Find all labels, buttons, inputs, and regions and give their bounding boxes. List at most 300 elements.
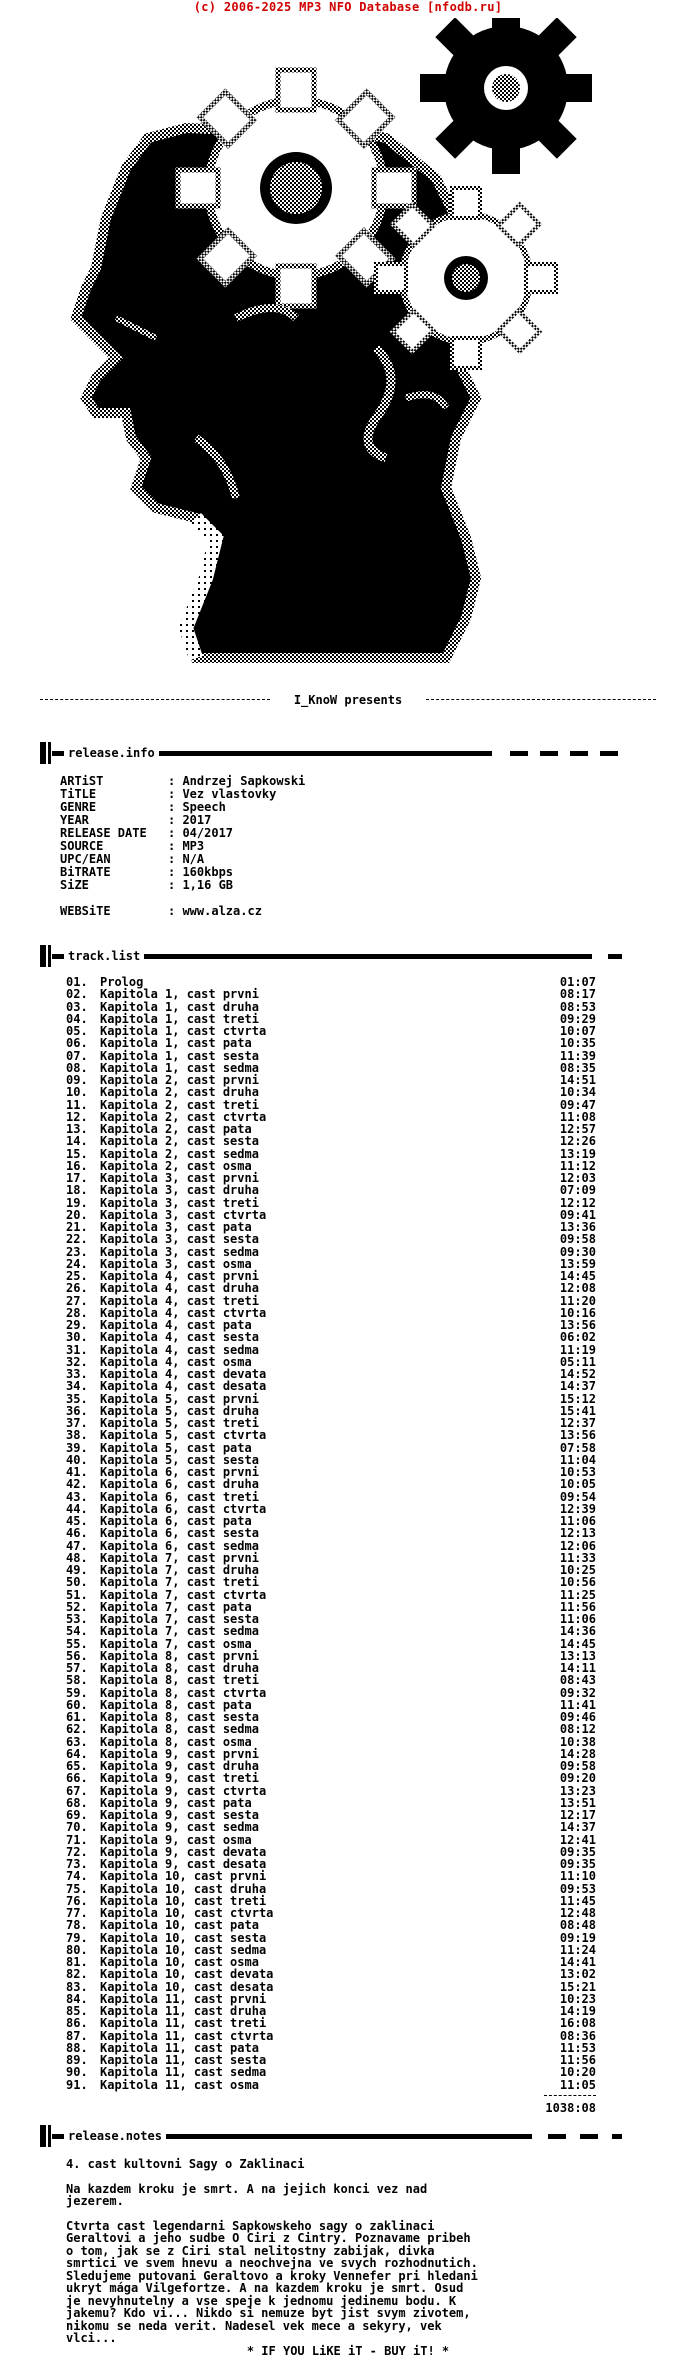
track-number: 51. [66,1587,88,1602]
release-info-sep: : [168,878,183,892]
track-duration: 13:02 [559,1967,596,1982]
track-title: Kapitola 5, cast druha [100,1403,259,1418]
track-number: 06. [66,1036,88,1051]
track-number: 23. [66,1244,88,1259]
track-title: Kapitola 5, cast ctvrta [100,1428,267,1443]
track-title: Kapitola 5, cast sesta [100,1452,259,1467]
track-title: Kapitola 2, cast druha [100,1085,259,1100]
track-duration: 14:45 [559,1269,596,1283]
track-duration: 10:35 [559,1036,596,1051]
track-duration: 11:24 [559,1942,596,1957]
track-title: Kapitola 4, cast devata [100,1367,267,1381]
track-row [66,1344,596,1356]
track-number: 29. [66,1318,88,1332]
release-info-value: Vez vlastovky [182,787,277,801]
release-info-sep: : [168,904,183,918]
track-number: 22. [66,1232,88,1247]
track-duration: 10:07 [559,1024,596,1038]
track-duration: 11:04 [559,1452,596,1467]
track-number: 49. [66,1563,88,1577]
track-duration: 09:58 [559,1232,596,1247]
track-number: 37. [66,1416,88,1430]
track-duration: 12:08 [559,1281,596,1296]
track-duration: 10:38 [559,1734,596,1749]
track-number: 66. [66,1771,88,1786]
release-info-block [60,775,305,918]
track-number: 58. [66,1673,88,1688]
track-row [66,2079,596,2091]
track-title: Kapitola 7, cast ctvrta [100,1587,267,1602]
track-title: Kapitola 1, cast prvni [100,987,259,1002]
track-row [66,1148,596,1160]
track-title: Kapitola 11, cast ctvrta [100,2028,274,2043]
track-duration: 14:45 [559,1636,596,1651]
track-title: Kapitola 3, cast sesta [100,1232,259,1247]
track-row [66,1050,596,1062]
track-title: Kapitola 8, cast druha [100,1661,259,1675]
track-duration: 13:56 [559,1428,596,1443]
track-number: 07. [66,1048,88,1063]
track-title: Kapitola 4, cast prvni [100,1269,259,1283]
track-title: Kapitola 9, cast prvni [100,1746,259,1761]
track-row [66,1981,596,1993]
track-title: Kapitola 1, cast sedma [100,1060,259,1075]
track-number: 67. [66,1783,88,1798]
release-info-key: GENRE [60,800,97,814]
track-duration: 08:36 [559,2028,596,2043]
track-list [66,975,596,2115]
track-number: 63. [66,1734,88,1749]
track-duration: 11:19 [559,1342,596,1357]
track-row [66,1638,596,1650]
track-duration: 08:53 [559,999,596,1014]
release-info-sep: : [168,774,183,788]
track-title: Kapitola 6, cast treti [100,1489,259,1504]
track-number: 85. [66,2004,88,2018]
track-duration: 09:29 [559,1011,596,1026]
release-info-value: Andrzej Sapkowski [182,774,306,788]
track-title: Kapitola 2, cast ctvrta [100,1109,267,1124]
track-duration: 11:06 [559,1514,596,1528]
track-duration: 12:57 [559,1122,596,1136]
track-duration: 11:06 [559,1612,596,1626]
track-duration: 08:12 [559,1722,596,1737]
track-number: 52. [66,1599,88,1614]
track-number: 78. [66,1918,88,1933]
track-list-header [40,945,640,967]
track-number: 68. [66,1795,88,1810]
track-row [66,1821,596,1833]
track-duration: 14:51 [559,1073,596,1087]
track-number: 13. [66,1122,88,1136]
track-title: Kapitola 1, cast druha [100,999,259,1014]
track-row [66,1246,596,1258]
track-number: 55. [66,1636,88,1651]
track-number: 60. [66,1697,88,1712]
track-title: Kapitola 9, cast ctvrta [100,1783,267,1798]
release-info-value: 160kbps [182,865,234,879]
track-number: 32. [66,1354,88,1369]
track-title: Kapitola 10, cast treti [100,1893,267,1908]
track-row [66,1442,596,1454]
track-row [66,1184,596,1196]
track-duration: 10:23 [559,1991,596,2006]
release-info-sep: : [168,787,183,801]
track-title: Kapitola 7, cast druha [100,1563,259,1577]
track-duration: 12:39 [559,1501,596,1516]
track-duration: 11:53 [559,2040,596,2055]
track-number: 91. [66,2077,88,2092]
track-duration: 13:56 [559,1318,596,1332]
track-duration: 08:48 [559,1918,596,1933]
track-number: 17. [66,1171,88,1185]
track-number: 02. [66,987,88,1002]
release-info-sep: : [168,839,183,853]
track-row [66,1589,596,1601]
track-duration: 13:23 [559,1783,596,1798]
track-duration: 14:36 [559,1624,596,1639]
track-row [66,1883,596,1895]
track-duration: 10:25 [559,1563,596,1577]
release-notes-text [66,2158,626,2357]
track-number: 43. [66,1489,88,1504]
track-title: Kapitola 8, cast prvni [100,1648,259,1663]
track-number: 35. [66,1391,88,1406]
release-info-key: TiTLE [60,787,97,801]
track-number: 28. [66,1305,88,1320]
track-row [66,1491,596,1503]
track-number: 16. [66,1158,88,1173]
track-title: Kapitola 3, cast pata [100,1220,252,1234]
track-title: Kapitola 2, cast prvni [100,1073,259,1087]
release-notes-header [40,2125,640,2147]
track-title: Kapitola 7, cast pata [100,1599,252,1614]
head-gears-ascii-art [36,18,636,688]
track-duration: 10:05 [559,1477,596,1492]
track-title: Kapitola 2, cast sesta [100,1134,259,1149]
track-number: 46. [66,1526,88,1541]
track-title: Kapitola 9, cast druha [100,1759,259,1773]
track-number: 24. [66,1256,88,1271]
track-title: Kapitola 9, cast sesta [100,1808,259,1822]
track-title: Kapitola 3, cast ctvrta [100,1207,267,1222]
track-row [66,1932,596,1944]
track-title: Kapitola 4, cast treti [100,1293,259,1308]
track-duration: 14:37 [559,1820,596,1835]
track-row [66,1282,596,1294]
track-number: 27. [66,1293,88,1308]
track-number: 15. [66,1146,88,1161]
release-info-key: WEBSiTE [60,904,111,918]
track-title: Kapitola 10, cast desata [100,1979,274,1994]
track-row [66,1295,596,1307]
release-info-key: YEAR [60,813,89,827]
track-title: Kapitola 9, cast osma [100,1832,252,1847]
track-duration: 12:12 [559,1195,596,1210]
track-number: 47. [66,1538,88,1553]
track-duration: 08:35 [559,1060,596,1075]
track-row [66,2030,596,2042]
track-duration: 14:37 [559,1379,596,1394]
track-duration: 13:19 [559,1146,596,1161]
release-info-value: www.alza.cz [182,904,262,918]
track-number: 76. [66,1893,88,1908]
track-row [66,1527,596,1539]
release-info-key: SOURCE [60,839,104,853]
track-number: 19. [66,1195,88,1210]
track-title: Kapitola 7, cast sesta [100,1612,259,1626]
track-title: Kapitola 7, cast osma [100,1636,252,1651]
track-duration: 12:37 [559,1416,596,1430]
track-title: Kapitola 8, cast treti [100,1673,259,1688]
track-number: 10. [66,1085,88,1100]
track-duration: 13:13 [559,1648,596,1663]
track-title: Kapitola 8, cast sesta [100,1710,259,1724]
release-info-value: 2017 [182,813,212,827]
track-number: 75. [66,1881,88,1896]
track-row [66,1429,596,1441]
track-row [66,1540,596,1552]
track-duration: 09:53 [559,1881,596,1896]
track-title: Kapitola 11, cast osma [100,2077,259,2092]
track-row [66,1037,596,1049]
track-row [66,2066,596,2078]
track-number: 48. [66,1550,88,1565]
track-duration: 09:32 [559,1685,596,1700]
track-title: Kapitola 9, cast desata [100,1857,267,1871]
track-duration: 11:33 [559,1550,596,1565]
track-title: Kapitola 2, cast treti [100,1097,259,1112]
track-duration: 07:09 [559,1183,596,1198]
track-title: Kapitola 6, cast sesta [100,1526,259,1541]
track-duration: 09:47 [559,1097,596,1112]
track-title: Kapitola 4, cast osma [100,1354,252,1369]
track-duration: 09:41 [559,1207,596,1222]
track-number: 74. [66,1869,88,1884]
track-title: Kapitola 5, cast prvni [100,1391,259,1406]
track-number: 04. [66,1011,88,1026]
track-title: Kapitola 8, cast ctvrta [100,1685,267,1700]
track-number: 73. [66,1857,88,1871]
track-title: Kapitola 6, cast ctvrta [100,1501,267,1516]
release-info-key: SiZE [60,878,89,892]
track-number: 54. [66,1624,88,1639]
track-duration: 12:13 [559,1526,596,1541]
track-title: Kapitola 6, cast sedma [100,1538,259,1553]
track-row [66,1099,596,1111]
track-row [66,1393,596,1405]
track-row [66,1968,596,1980]
track-duration: 14:52 [559,1367,596,1381]
track-number: 56. [66,1648,88,1663]
track-duration: 11:39 [559,1048,596,1063]
track-row [66,1919,596,1931]
track-duration: 11:25 [559,1587,596,1602]
track-row [66,1834,596,1846]
track-title: Kapitola 1, cast ctvrta [100,1024,267,1038]
track-duration: 09:54 [559,1489,596,1504]
track-title: Kapitola 10, cast osma [100,1955,259,1969]
track-title: Kapitola 10, cast sesta [100,1930,267,1945]
track-title: Kapitola 9, cast pata [100,1795,252,1810]
track-number: 34. [66,1379,88,1394]
track-duration: 15:41 [559,1403,596,1418]
track-number: 14. [66,1134,88,1149]
track-title: Kapitola 3, cast prvni [100,1171,259,1185]
track-duration: 12:41 [559,1832,596,1847]
track-number: 44. [66,1501,88,1516]
track-number: 59. [66,1685,88,1700]
track-number: 84. [66,1991,88,2006]
track-number: 40. [66,1452,88,1467]
track-row [66,1135,596,1147]
track-number: 39. [66,1440,88,1455]
track-duration: 12:06 [559,1538,596,1553]
track-title: Kapitola 8, cast osma [100,1734,252,1749]
track-number: 72. [66,1844,88,1859]
track-duration: 11:56 [559,2053,596,2067]
track-number: 01. [66,975,88,989]
track-duration: 01:07 [559,975,596,989]
track-title: Kapitola 6, cast pata [100,1514,252,1528]
track-row [66,1086,596,1098]
track-duration: 09:19 [559,1930,596,1945]
track-title: Kapitola 7, cast prvni [100,1550,259,1565]
track-duration: 15:12 [559,1391,596,1406]
track-number: 09. [66,1073,88,1087]
track-duration: 07:58 [559,1440,596,1455]
track-title: Kapitola 11, cast sedma [100,2065,267,2080]
track-duration: 12:03 [559,1171,596,1185]
track-row [66,1674,596,1686]
track-duration: 11:08 [559,1109,596,1124]
release-info-value: 1,16 GB [182,878,234,892]
track-row [66,1001,596,1013]
track-title: Kapitola 11, cast prvni [100,1991,267,2006]
track-duration: 13:59 [559,1256,596,1271]
release-info-label: release.info [64,746,159,760]
track-row [66,1197,596,1209]
track-duration: 11:20 [559,1293,596,1308]
release-info-value: Speech [182,800,226,814]
track-title: Kapitola 9, cast treti [100,1771,259,1786]
track-duration: 10:56 [559,1575,596,1590]
track-number: 89. [66,2053,88,2067]
track-duration: 11:10 [559,1869,596,1884]
release-info-key: RELEASE DATE [60,826,147,840]
track-number: 77. [66,1906,88,1920]
track-number: 64. [66,1746,88,1761]
presents-text: I_KnoW presents [293,693,403,707]
track-row [66,1785,596,1797]
track-title: Kapitola 11, cast sesta [100,2053,267,2067]
track-number: 86. [66,2016,88,2031]
right-gear-icon [376,188,556,368]
track-duration: 14:19 [559,2004,596,2018]
track-row [66,1625,596,1637]
track-row [66,1331,596,1343]
track-row [66,1772,596,1784]
track-number: 42. [66,1477,88,1492]
track-duration: 08:17 [559,987,596,1002]
track-number: 18. [66,1183,88,1198]
track-row [66,1576,596,1588]
release-info-row [60,879,305,892]
total-separator [544,2095,596,2096]
release-info-row [60,905,305,918]
track-title: Kapitola 6, cast prvni [100,1465,259,1479]
track-number: 05. [66,1024,88,1038]
track-title: Kapitola 1, cast sesta [100,1048,259,1063]
track-number: 70. [66,1820,88,1835]
track-row [66,1687,596,1699]
track-duration: 11:45 [559,1893,596,1908]
track-title: Kapitola 4, cast pata [100,1318,252,1332]
track-number: 36. [66,1403,88,1418]
track-title: Kapitola 3, cast treti [100,1195,259,1210]
track-number: 61. [66,1710,88,1724]
track-duration: 14:41 [559,1955,596,1969]
release-info-sep: : [168,865,183,879]
track-title: Kapitola 4, cast sesta [100,1330,259,1345]
total-duration: 1038:08 [545,2100,596,2115]
track-title: Kapitola 8, cast pata [100,1697,252,1712]
track-number: 03. [66,999,88,1014]
track-title: Kapitola 7, cast sedma [100,1624,259,1639]
track-title: Kapitola 2, cast sedma [100,1146,259,1161]
track-number: 81. [66,1955,88,1969]
track-title: Kapitola 10, cast prvni [100,1869,267,1884]
track-number: 62. [66,1722,88,1737]
track-number: 25. [66,1269,88,1283]
track-duration: 10:34 [559,1085,596,1100]
track-title: Kapitola 9, cast devata [100,1844,267,1859]
track-duration: 13:51 [559,1795,596,1810]
track-duration: 12:48 [559,1906,596,1920]
track-title: Kapitola 10, cast sedma [100,1942,267,1957]
track-duration: 14:28 [559,1746,596,1761]
track-title: Kapitola 4, cast ctvrta [100,1305,267,1320]
track-duration: 12:26 [559,1134,596,1149]
track-number: 69. [66,1808,88,1822]
track-row [66,1478,596,1490]
release-info-sep: : [168,852,183,866]
track-duration: 11:56 [559,1599,596,1614]
release-info-value: 04/2017 [182,826,234,840]
release-info-sep: : [168,800,183,814]
track-number: 20. [66,1207,88,1222]
track-number: 31. [66,1342,88,1357]
release-info-sep: : [168,813,183,827]
track-number: 71. [66,1832,88,1847]
footer-slogan: * IF YOU LiKE iT - BUY iT! * [246,2344,450,2358]
track-title: Kapitola 2, cast osma [100,1158,252,1173]
release-info-key: ARTiST [60,774,104,788]
track-title: Kapitola 4, cast desata [100,1379,267,1394]
track-title: Kapitola 2, cast pata [100,1122,252,1136]
track-number: 12. [66,1109,88,1124]
track-number: 33. [66,1367,88,1381]
release-info-sep: : [168,826,183,840]
track-number: 50. [66,1575,88,1590]
track-number: 65. [66,1759,88,1773]
track-number: 11. [66,1097,88,1112]
track-duration: 14:11 [559,1661,596,1675]
track-number: 41. [66,1465,88,1479]
track-title: Kapitola 10, cast pata [100,1918,259,1933]
track-number: 45. [66,1514,88,1528]
track-duration: 11:12 [559,1158,596,1173]
